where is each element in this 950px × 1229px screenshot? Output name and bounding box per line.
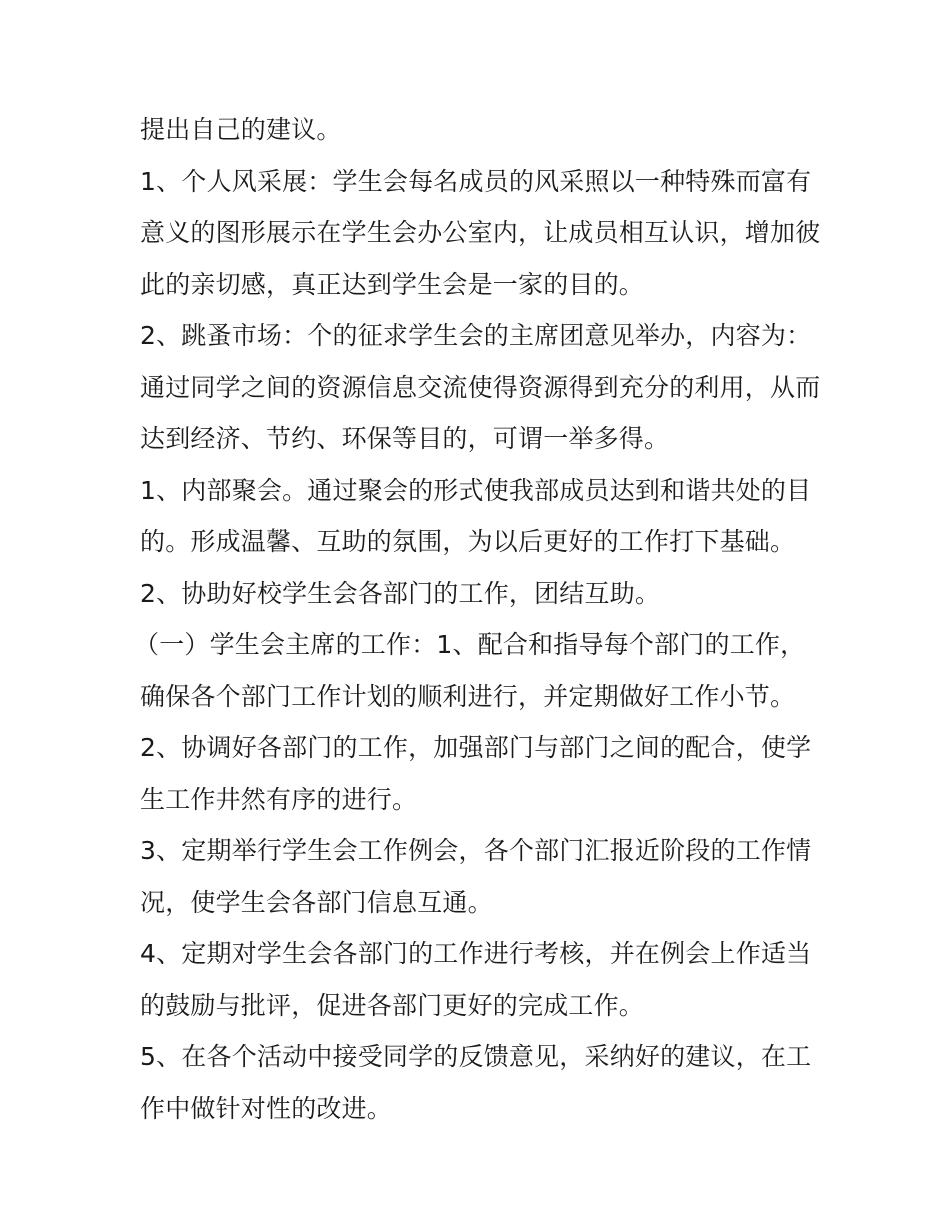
text-line: 的鼓励与批评，促进各部门更好的完成工作。	[140, 990, 645, 1020]
text-line: 通过同学之间的资源信息交流使得资源得到充分的利用，从而	[140, 372, 821, 402]
text-line: 作中做针对性的改进。	[140, 1093, 393, 1123]
text-line: 达到经济、节约、环保等目的，可谓一举多得。	[140, 424, 670, 453]
text-line: （一）学生会主席的工作：1、配合和指导每个部门的工作，	[134, 630, 806, 659]
text-line: 2、协助好校学生会各部门的工作，团结互助。	[140, 578, 661, 608]
text-line: 4、定期对学生会各部门的工作进行考核，并在例会上作适当	[140, 939, 812, 968]
text-line: 1、内部聚会。通过聚会的形式使我部成员达到和谐共处的目	[140, 475, 812, 505]
text-line: 2、跳蚤市场：个的征求学生会的主席团意见举办，内容为：	[140, 321, 812, 350]
document-body	[134, 104, 821, 1134]
text-line: 此的亲切感，真正达到学生会是一家的目的。	[140, 269, 645, 299]
text-line: 3、定期举行学生会工作例会，各个部门汇报近阶段的工作情	[140, 836, 812, 865]
text-line: 2、协调好各部门的工作，加强部门与部门之间的配合，使学	[140, 733, 812, 762]
text-line: 生工作井然有序的进行。	[140, 784, 418, 814]
text-line: 1、个人风采展：学生会每名成员的风采照以一种特殊而富有	[140, 166, 812, 196]
text-line: 5、在各个活动中接受同学的反馈意见，采纳好的建议，在工	[140, 1042, 812, 1071]
text-line: 的。形成温馨、互助的氛围，为以后更好的工作打下基础。	[140, 527, 796, 556]
text-line: 确保各个部门工作计划的顺利进行，并定期做好工作小节。	[140, 681, 796, 711]
text-line: 况，使学生会各部门信息互通。	[140, 887, 493, 917]
text-line: 提出自己的建议。	[140, 115, 342, 144]
text-line: 意义的图形展示在学生会办公室内，让成员相互认识，增加彼	[140, 218, 821, 247]
